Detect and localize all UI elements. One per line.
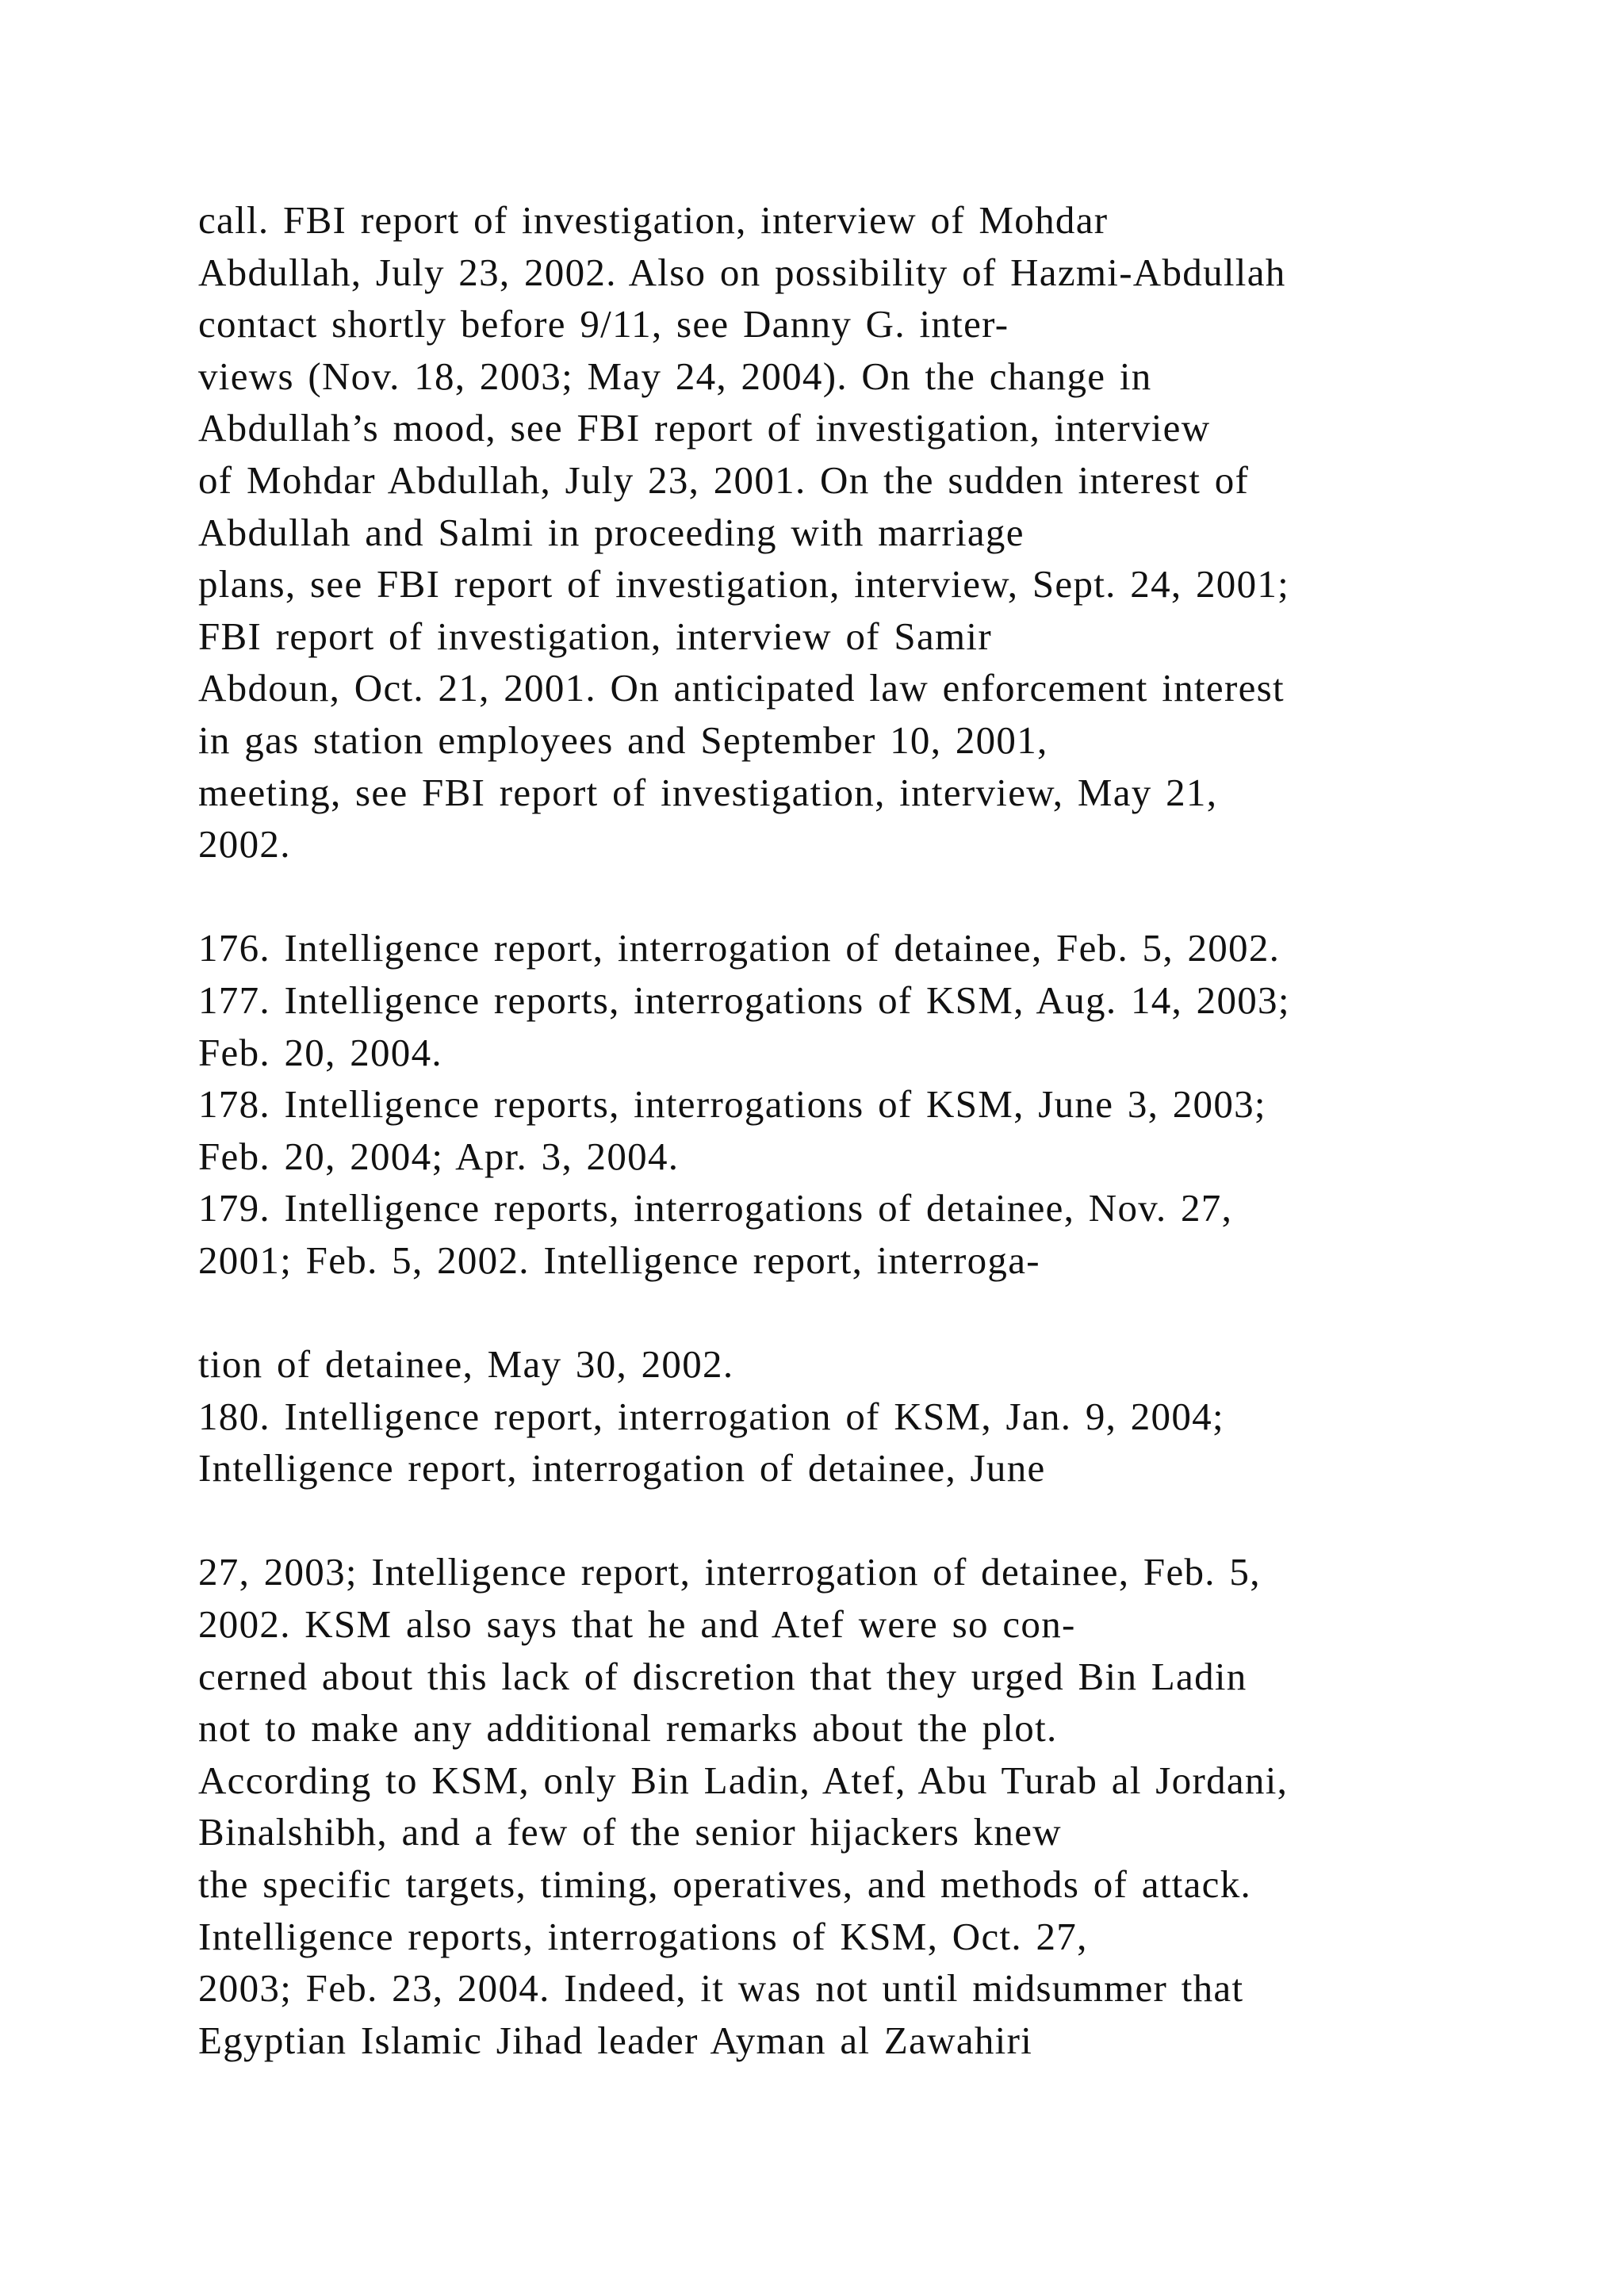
text-line: 2003; Feb. 23, 2004. Indeed, it was not until midsummer that bbox=[198, 1966, 1244, 2011]
text-line: the specific targets, timing, operatives, and methods of attack. bbox=[198, 1862, 1252, 1906]
text-line: FBI report of investigation, interview of Samir bbox=[198, 614, 992, 658]
note-177: 177. Intelligence reports, interrogations of KSM, Aug. 14, 2003; bbox=[198, 978, 1290, 1022]
text-line: Abdullah, July 23, 2002. Also on possibility of Hazmi-Abdullah bbox=[198, 250, 1286, 294]
paragraph-gap bbox=[198, 1494, 1435, 1547]
note-180: 180. Intelligence report, interrogation of KSM, Jan. 9, 2004; bbox=[198, 1394, 1224, 1438]
paragraph-gap bbox=[198, 1286, 1435, 1338]
text-line: in gas station employees and September 10, 2001, bbox=[198, 718, 1048, 762]
note-179: 179. Intelligence reports, interrogations of detainee, Nov. 27, bbox=[198, 1186, 1233, 1230]
note-176: 176. Intelligence report, interrogation of detainee, Feb. 5, 2002. bbox=[198, 926, 1281, 970]
text-line: Feb. 20, 2004. bbox=[198, 1030, 442, 1074]
endnotes-text bbox=[198, 194, 1435, 2066]
text-line: plans, see FBI report of investigation, interview, Sept. 24, 2001; bbox=[198, 562, 1290, 607]
text-line: 2002. KSM also says that he and Atef were so con- bbox=[198, 1602, 1076, 1647]
text-line: According to KSM, only Bin Ladin, Atef, Abu Turab al Jordani, bbox=[198, 1758, 1289, 1802]
paragraph-gap bbox=[198, 871, 1435, 923]
text-line: Egyptian Islamic Jihad leader Ayman al Zawahiri bbox=[198, 2018, 1033, 2062]
text-line: 2002. bbox=[198, 822, 291, 867]
text-line: 2001; Feb. 5, 2002. Intelligence report, interroga- bbox=[198, 1238, 1040, 1282]
text-line: Abdullah and Salmi in proceeding with marriage bbox=[198, 510, 1025, 554]
text-line: Abdullah’s mood, see FBI report of investigation, interview bbox=[198, 406, 1211, 450]
text-line: call. FBI report of investigation, interview of Mohdar bbox=[198, 198, 1109, 242]
note-178: 178. Intelligence reports, interrogations of KSM, June 3, 2003; bbox=[198, 1082, 1266, 1127]
text-line: not to make any additional remarks about the plot. bbox=[198, 1706, 1058, 1751]
text-line: Intelligence reports, interrogations of KSM, Oct. 27, bbox=[198, 1914, 1088, 1958]
text-line: 27, 2003; Intelligence report, interrogation of detainee, Feb. 5, bbox=[198, 1550, 1261, 1594]
text-line: Abdoun, Oct. 21, 2001. On anticipated law enforcement interest bbox=[198, 666, 1285, 710]
text-line: of Mohdar Abdullah, July 23, 2001. On the sudden interest of bbox=[198, 457, 1250, 502]
text-line: meeting, see FBI report of investigation, interview, May 21, bbox=[198, 770, 1218, 814]
text-line: Feb. 20, 2004; Apr. 3, 2004. bbox=[198, 1134, 680, 1178]
text-line: Binalshibh, and a few of the senior hijackers knew bbox=[198, 1810, 1062, 1854]
text-line: cerned about this lack of discretion that they urged Bin Ladin bbox=[198, 1654, 1247, 1698]
text-line: contact shortly before 9/11, see Danny G. inter- bbox=[198, 302, 1009, 346]
text-line: Intelligence report, interrogation of detainee, June bbox=[198, 1446, 1046, 1490]
text-line: tion of detainee, May 30, 2002. bbox=[198, 1342, 734, 1387]
text-line: views (Nov. 18, 2003; May 24, 2004). On the change in bbox=[198, 354, 1152, 398]
